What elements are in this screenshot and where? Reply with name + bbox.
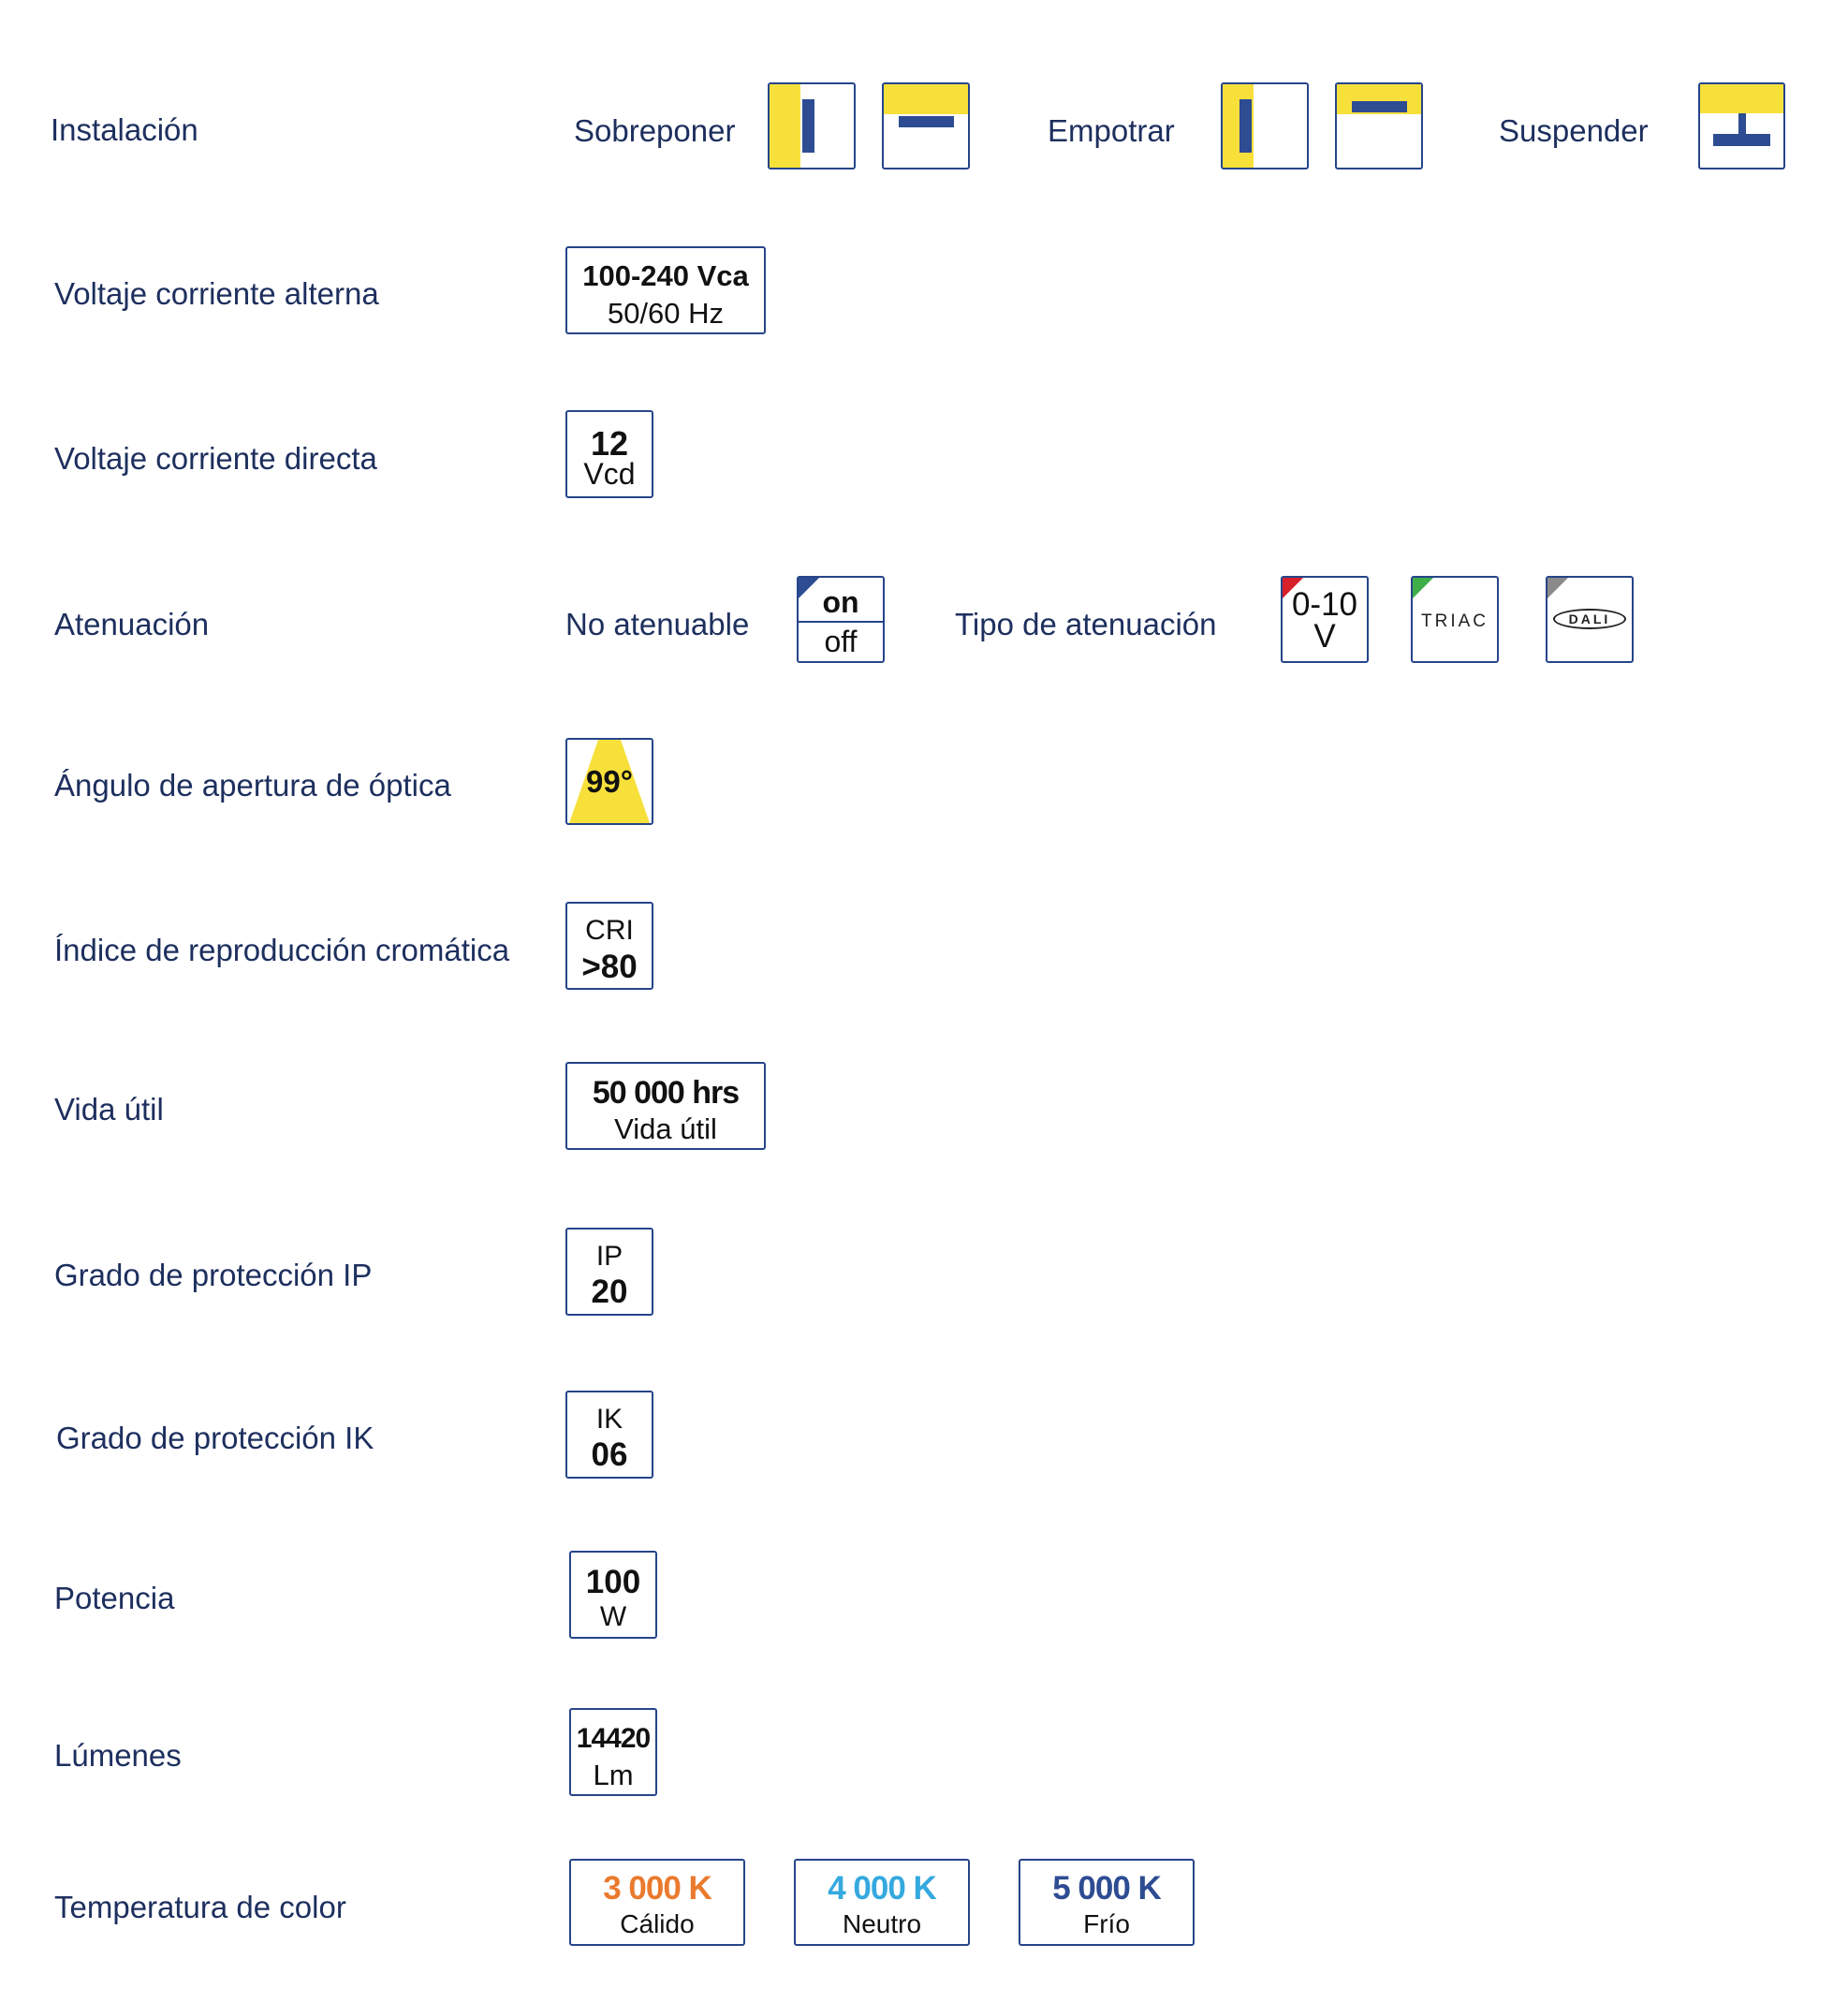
on-off-divider [799, 621, 883, 623]
row-label-instalacion: Instalación [51, 112, 198, 147]
triac-label: TRIAC [1421, 611, 1489, 631]
cold-temp-value: 5 000 K [1052, 1870, 1161, 1907]
suspender-label: Suspender [1499, 113, 1649, 148]
ac-frequency: 50/60 Hz [607, 297, 725, 330]
lumens-value: 14420 [576, 1723, 651, 1754]
off-label: off [824, 625, 858, 658]
beam-angle-icon [565, 738, 653, 825]
dim-triac-icon [1411, 576, 1499, 663]
cri-badge [565, 902, 653, 990]
no-atenuable-label: No atenuable [565, 607, 750, 641]
power-value: 100 [585, 1564, 641, 1600]
row-label-atenuacion: Atenuación [54, 607, 210, 641]
power-unit: W [599, 1601, 627, 1632]
dc-voltage-unit: Vcd [583, 457, 636, 491]
dc-voltage-value: 12 [590, 424, 629, 463]
row-label-temperatura: Temperatura de color [54, 1890, 346, 1924]
ceiling-recessed-icon [1335, 82, 1423, 169]
dim-0-10-top: 0-10 [1291, 586, 1358, 623]
ac-voltage-badge [565, 246, 766, 334]
dim-0-10-bottom: V [1313, 618, 1336, 655]
beam-angle-value: 99° [586, 764, 633, 799]
ik-badge [565, 1391, 653, 1479]
lumens-unit: Lm [593, 1759, 634, 1791]
row-label-vida: Vida útil [54, 1092, 164, 1127]
warm-temp-value: 3 000 K [603, 1870, 711, 1907]
color-temp-neutral-badge [794, 1859, 970, 1946]
dim-0-10v-icon [1281, 576, 1369, 663]
row-label-potencia: Potencia [54, 1581, 175, 1615]
row-label-angulo: Ángulo de apertura de óptica [54, 768, 451, 803]
neutral-temp-name: Neutro [842, 1909, 922, 1938]
warm-temp-name: Cálido [620, 1909, 695, 1938]
row-label-voltaje-directa: Voltaje corriente directa [54, 441, 377, 476]
cold-temp-name: Frío [1083, 1909, 1130, 1938]
power-badge [569, 1551, 657, 1639]
ik-title: IK [595, 1404, 623, 1435]
pendant-mount-icon [1698, 82, 1785, 169]
dim-dali-icon [1546, 576, 1634, 663]
lifetime-badge [565, 1062, 766, 1150]
cri-value: >80 [581, 949, 638, 985]
row-label-ip: Grado de protección IP [54, 1258, 373, 1292]
lifetime-value: 50 000 hrs [592, 1075, 740, 1111]
neutral-temp-value: 4 000 K [828, 1870, 936, 1907]
ip-badge [565, 1228, 653, 1316]
ik-value: 06 [591, 1436, 628, 1473]
lifetime-unit: Vida útil [614, 1112, 717, 1145]
tipo-atenuacion-label: Tipo de atenuación [955, 607, 1217, 641]
ip-title: IP [595, 1241, 623, 1272]
on-label: on [822, 585, 859, 619]
row-label-lumenes: Lúmenes [54, 1738, 182, 1773]
ceiling-mount-icon [882, 82, 970, 169]
wall-mount-icon [768, 82, 856, 169]
lumens-badge [569, 1708, 657, 1796]
color-temp-cold-badge [1019, 1859, 1195, 1946]
ip-value: 20 [591, 1274, 628, 1310]
wall-recessed-icon [1221, 82, 1309, 169]
row-label-ik: Grado de protección IK [56, 1421, 374, 1455]
sobreponer-label: Sobreponer [574, 113, 736, 148]
row-label-voltaje-alterna: Voltaje corriente alterna [54, 276, 379, 311]
row-label-cri: Índice de reproducción cromática [54, 933, 510, 967]
dali-label: DALI [1568, 611, 1611, 626]
color-temp-warm-badge [569, 1859, 745, 1946]
cri-title: CRI [585, 915, 634, 946]
on-off-icon [797, 576, 885, 663]
ac-voltage-value: 100-240 Vca [582, 259, 749, 292]
empotrar-label: Empotrar [1048, 113, 1175, 148]
dc-voltage-badge [565, 410, 653, 498]
